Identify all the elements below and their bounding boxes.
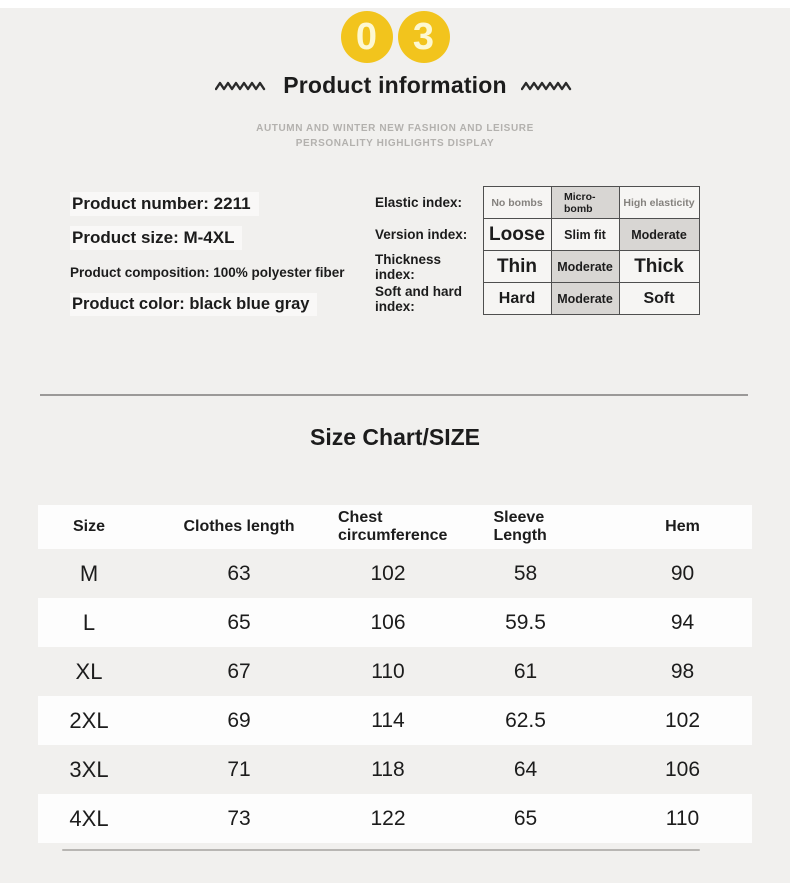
size-cell: 102 [664, 708, 701, 732]
index-row-version [375, 219, 699, 251]
column-header-sleeve: Sleeve Length [493, 509, 547, 544]
size-cell: 110 [665, 806, 700, 830]
size-cell: 90 [670, 561, 695, 585]
size-cell: 106 [664, 757, 701, 781]
size-chart-title: Size Chart/SIZE [310, 424, 480, 450]
index-cell: Micro-bomb [551, 187, 619, 219]
size-cell: 2XL [69, 707, 109, 733]
index-cell: Loose [483, 219, 551, 251]
size-cell: 59.5 [505, 610, 546, 634]
size-cell: 3XL [69, 756, 109, 782]
size-cell: 67 [227, 659, 251, 683]
index-cell: Moderate [619, 219, 699, 251]
size-cell: 65 [513, 806, 538, 830]
size-cell: 94 [670, 610, 695, 634]
size-row-4xl [38, 794, 752, 843]
column-header-hem: Hem [665, 518, 700, 535]
size-cell: 65 [227, 610, 251, 634]
product-details [70, 192, 400, 316]
product-size: Product size: M-4XL [70, 226, 242, 250]
size-cell: 114 [371, 708, 405, 732]
size-cell: 4XL [69, 805, 109, 831]
size-row-2xl [38, 696, 752, 745]
badge-circle-0 [341, 11, 393, 63]
size-cell: 61 [513, 659, 538, 683]
index-cell: Thin [483, 251, 551, 283]
product-color: Product color: black blue gray [70, 293, 317, 316]
section-divider [40, 394, 748, 396]
subtitle-line-1: AUTUMN AND WINTER NEW FASHION AND LEISURE [256, 123, 534, 134]
size-cell: 73 [227, 806, 251, 830]
size-row-3xl [38, 745, 752, 794]
size-cell: 71 [227, 757, 251, 781]
size-cell: 102 [370, 561, 406, 585]
squiggle-left-icon [215, 80, 269, 92]
index-row-label: Elastic index: [375, 195, 463, 210]
index-cell: Hard [483, 283, 551, 315]
index-cell: Thick [619, 251, 699, 283]
size-cell: 58 [513, 561, 538, 585]
size-cell: M [79, 560, 99, 586]
size-cell: 122 [370, 806, 406, 830]
index-cell: Moderate [551, 283, 619, 315]
index-cell: High elasticity [619, 187, 699, 219]
product-number: Product number: 2211 [70, 192, 259, 216]
column-header-size: Size [72, 518, 105, 535]
subtitle-line-2: PERSONALITY HIGHLIGHTS DISPLAY [295, 138, 495, 149]
squiggle-right-icon [521, 80, 575, 92]
index-cell: Slim fit [551, 219, 619, 251]
size-cell: 118 [371, 757, 405, 781]
size-cell: 63 [227, 561, 251, 585]
index-row-softness [375, 283, 699, 315]
size-row-m [38, 549, 752, 598]
index-row-label: Version index: [375, 227, 468, 242]
badge-digit: 0 [355, 16, 378, 58]
bottom-divider [62, 849, 700, 851]
size-cell: 106 [370, 610, 406, 634]
section-header [0, 72, 790, 99]
size-cell: 110 [371, 659, 405, 683]
size-cell: L [82, 609, 96, 635]
section-subtitle [0, 121, 790, 151]
index-cell: Soft [619, 283, 699, 315]
page-canvas [0, 8, 790, 883]
index-row-thickness [375, 251, 699, 283]
size-cell: 64 [513, 757, 538, 781]
size-chart-header-row [38, 505, 752, 549]
size-cell: XL [75, 658, 103, 684]
size-chart-table [38, 505, 752, 843]
size-cell: 98 [670, 659, 695, 683]
badge-digit: 3 [412, 16, 435, 58]
size-cell: 69 [227, 708, 251, 732]
index-row-label: Soft and hard index: [375, 283, 462, 314]
section-number-badge [0, 11, 790, 63]
index-table [375, 186, 700, 315]
index-row-elastic [375, 187, 699, 219]
badge-circle-3 [398, 11, 450, 63]
product-composition: Product composition: 100% polyester fiber [70, 265, 345, 280]
size-row-l [38, 598, 752, 647]
index-cell: Moderate [551, 251, 619, 283]
index-cell: No bombs [483, 187, 551, 219]
index-row-label: Thickness index: [375, 251, 442, 282]
column-header-clothes-length: Clothes length [183, 518, 295, 535]
size-cell: 62.5 [505, 708, 546, 732]
column-header-chest: Chest circumference [338, 509, 448, 544]
size-row-xl [38, 647, 752, 696]
section-title: Product information [283, 72, 507, 98]
